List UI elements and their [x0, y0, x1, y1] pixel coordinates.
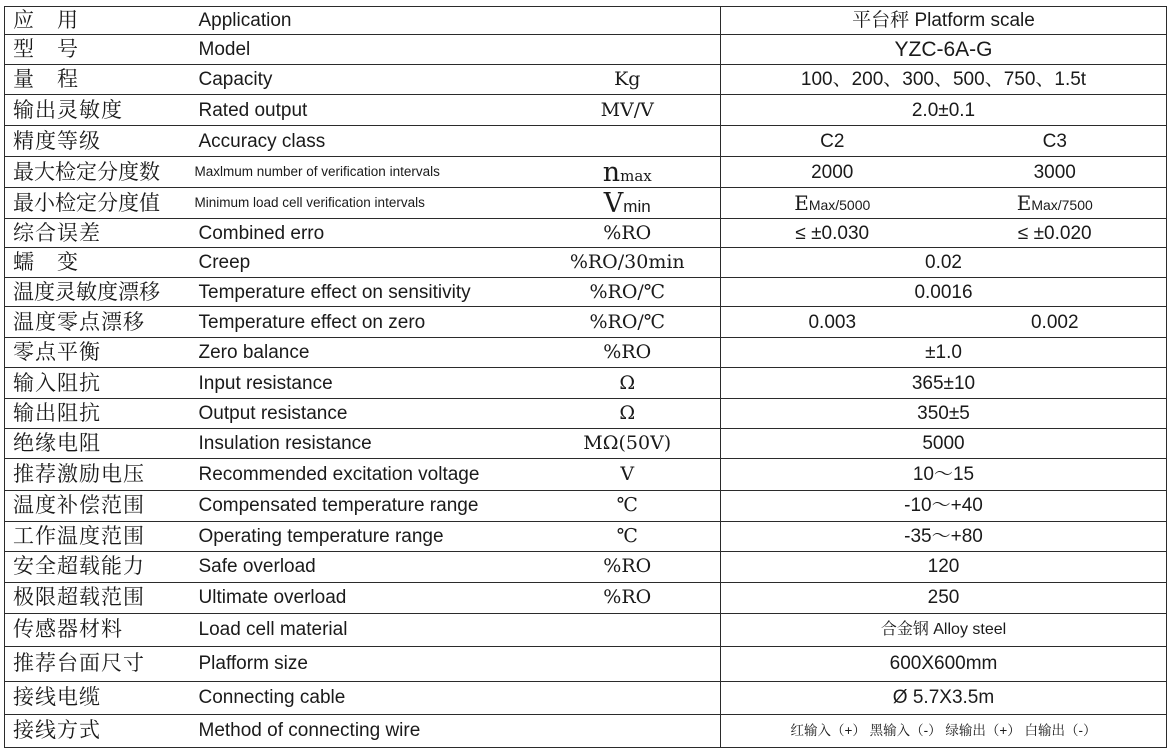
value-c2: 2000	[811, 161, 854, 183]
row-input-resistance	[5, 368, 1167, 399]
value-c3	[944, 190, 1167, 215]
value-c2	[721, 190, 944, 215]
unit	[535, 188, 721, 219]
label-cn: 应 用	[5, 7, 195, 35]
label-en: Temperature effect on zero	[195, 307, 535, 338]
value: -35～+80	[721, 521, 1167, 551]
value: 5000	[721, 429, 1167, 459]
label-cn: 零点平衡	[5, 338, 195, 368]
value-c3-sub: Max/7500	[1031, 196, 1093, 213]
row-operating-temp-range	[5, 521, 1167, 551]
label-cn: 安全超载能力	[5, 551, 195, 582]
label-cn: 推荐激励电压	[5, 459, 195, 490]
unit: %RO	[535, 219, 721, 248]
row-min-intervals	[5, 188, 1167, 219]
value: 合金钢 Alloy steel	[721, 613, 1167, 646]
label-en: Accuracy class	[195, 126, 535, 157]
label-cn: 最大检定分度数	[5, 157, 195, 188]
label-cn: 工作温度范围	[5, 521, 195, 551]
unit-main: n	[602, 156, 621, 188]
row-max-intervals	[5, 157, 1167, 188]
unit: %RO/℃	[535, 278, 721, 307]
row-temp-effect-zero	[5, 307, 1167, 338]
row-zero-balance	[5, 338, 1167, 368]
row-safe-overload	[5, 551, 1167, 582]
unit: Kg	[535, 65, 721, 95]
row-connecting-cable	[5, 681, 1167, 714]
value	[721, 126, 1167, 157]
label-cn: 接线方式	[5, 714, 195, 747]
unit	[535, 681, 721, 714]
label-cn: 最小检定分度值	[5, 188, 195, 219]
unit	[535, 35, 721, 65]
value: 100、200、300、500、750、1.5t	[721, 65, 1167, 95]
unit: ℃	[535, 490, 721, 521]
unit	[535, 613, 721, 646]
label-cn: 输出阻抗	[5, 399, 195, 429]
value-c3: 3000	[1033, 161, 1076, 183]
unit: %RO/℃	[535, 307, 721, 338]
value-c3-main: E	[1016, 190, 1032, 215]
unit: %RO	[535, 582, 721, 613]
label-cn: 精度等级	[5, 126, 195, 157]
label-en: Input resistance	[195, 368, 535, 399]
label-cn: 型 号	[5, 35, 195, 65]
label-en: Output resistance	[195, 399, 535, 429]
label-en: Zero balance	[195, 338, 535, 368]
label-cn: 输出灵敏度	[5, 95, 195, 126]
label-en: Rated output	[195, 95, 535, 126]
value-c2-main: E	[794, 190, 809, 215]
unit: V	[535, 459, 721, 490]
value: YZC-6A-G	[721, 35, 1167, 65]
label-en: Temperature effect on sensitivity	[195, 278, 535, 307]
unit	[535, 157, 721, 188]
label-cn: 温度补偿范围	[5, 490, 195, 521]
row-model	[5, 35, 1167, 65]
value	[721, 188, 1167, 219]
unit: Ω	[535, 399, 721, 429]
row-temp-effect-sensitivity	[5, 278, 1167, 307]
unit	[535, 126, 721, 157]
value: 2.0±0.1	[721, 95, 1167, 126]
unit: ℃	[535, 521, 721, 551]
unit	[535, 7, 721, 35]
value: 250	[721, 582, 1167, 613]
unit: MV/V	[535, 95, 721, 126]
label-cn: 输入阻抗	[5, 368, 195, 399]
label-en: Maxlmum number of verification intervals	[195, 157, 535, 188]
label-en: Application	[195, 7, 535, 35]
value-c2-sub: Max/5000	[808, 196, 871, 213]
unit: %RO	[535, 551, 721, 582]
label-en: Insulation resistance	[195, 429, 535, 459]
row-output-resistance	[5, 399, 1167, 429]
value-c3: C3	[1042, 130, 1067, 152]
value: 600X600mm	[721, 646, 1167, 681]
value: 120	[721, 551, 1167, 582]
label-en: Method of connecting wire	[195, 714, 535, 747]
label-en: Minimum load cell verification intervals	[195, 188, 535, 219]
label-en: Ultimate overload	[195, 582, 535, 613]
label-cn: 量 程	[5, 65, 195, 95]
label-en: Connecting cable	[195, 681, 535, 714]
value-c2: C2	[820, 130, 845, 152]
row-compensated-temp-range	[5, 490, 1167, 521]
row-wiring-method	[5, 714, 1167, 747]
value: 365±10	[721, 368, 1167, 399]
value	[721, 219, 1167, 248]
value-c3: 0.002	[1030, 311, 1079, 333]
unit: Ω	[535, 368, 721, 399]
label-cn: 接线电缆	[5, 681, 195, 714]
value-c3: ≤ ±0.020	[1017, 222, 1092, 244]
label-en: Creep	[195, 248, 535, 278]
label-cn: 推荐台面尺寸	[5, 646, 195, 681]
unit: %RO	[535, 338, 721, 368]
row-capacity	[5, 65, 1167, 95]
value: -10～+40	[721, 490, 1167, 521]
label-cn: 极限超载范围	[5, 582, 195, 613]
label-en: Recommended excitation voltage	[195, 459, 535, 490]
label-cn: 蠕 变	[5, 248, 195, 278]
label-cn: 绝缘电阻	[5, 429, 195, 459]
spec-table	[4, 6, 1167, 748]
label-cn: 传感器材料	[5, 613, 195, 646]
value-c2: ≤ ±0.030	[795, 222, 870, 244]
row-combined-error	[5, 219, 1167, 248]
row-insulation-resistance	[5, 429, 1167, 459]
label-en: Plafform size	[195, 646, 535, 681]
label-en: Load cell material	[195, 613, 535, 646]
unit	[535, 714, 721, 747]
label-cn: 综合误差	[5, 219, 195, 248]
unit	[535, 646, 721, 681]
label-en: Capacity	[195, 65, 535, 95]
row-application	[5, 7, 1167, 35]
label-en: Operating temperature range	[195, 521, 535, 551]
value: 350±5	[721, 399, 1167, 429]
unit-main: V	[603, 187, 624, 219]
value: 10～15	[721, 459, 1167, 490]
value-c2: 0.003	[808, 311, 857, 333]
label-en: Combined erro	[195, 219, 535, 248]
row-accuracy-class	[5, 126, 1167, 157]
row-rated-output	[5, 95, 1167, 126]
unit-sub: min	[623, 196, 651, 216]
label-en: Compensated temperature range	[195, 490, 535, 521]
value	[721, 157, 1167, 188]
row-excitation-voltage	[5, 459, 1167, 490]
unit-sub: max	[620, 166, 652, 185]
row-ultimate-overload	[5, 582, 1167, 613]
value: 0.02	[721, 248, 1167, 278]
value: ±1.0	[721, 338, 1167, 368]
label-cn: 温度灵敏度漂移	[5, 278, 195, 307]
value: 0.0016	[721, 278, 1167, 307]
unit: %RO/30min	[535, 248, 721, 278]
value: Ø 5.7X3.5m	[721, 681, 1167, 714]
row-load-cell-material	[5, 613, 1167, 646]
label-cn: 温度零点漂移	[5, 307, 195, 338]
label-en: Safe overload	[195, 551, 535, 582]
value: 平台秤 Platform scale	[721, 7, 1167, 35]
label-en: Model	[195, 35, 535, 65]
row-creep	[5, 248, 1167, 278]
row-platform-size	[5, 646, 1167, 681]
value	[721, 307, 1167, 338]
unit: MΩ(50V)	[535, 429, 721, 459]
value: 红输入（+） 黑输入（-） 绿输出（+） 白输出（-）	[721, 714, 1167, 747]
